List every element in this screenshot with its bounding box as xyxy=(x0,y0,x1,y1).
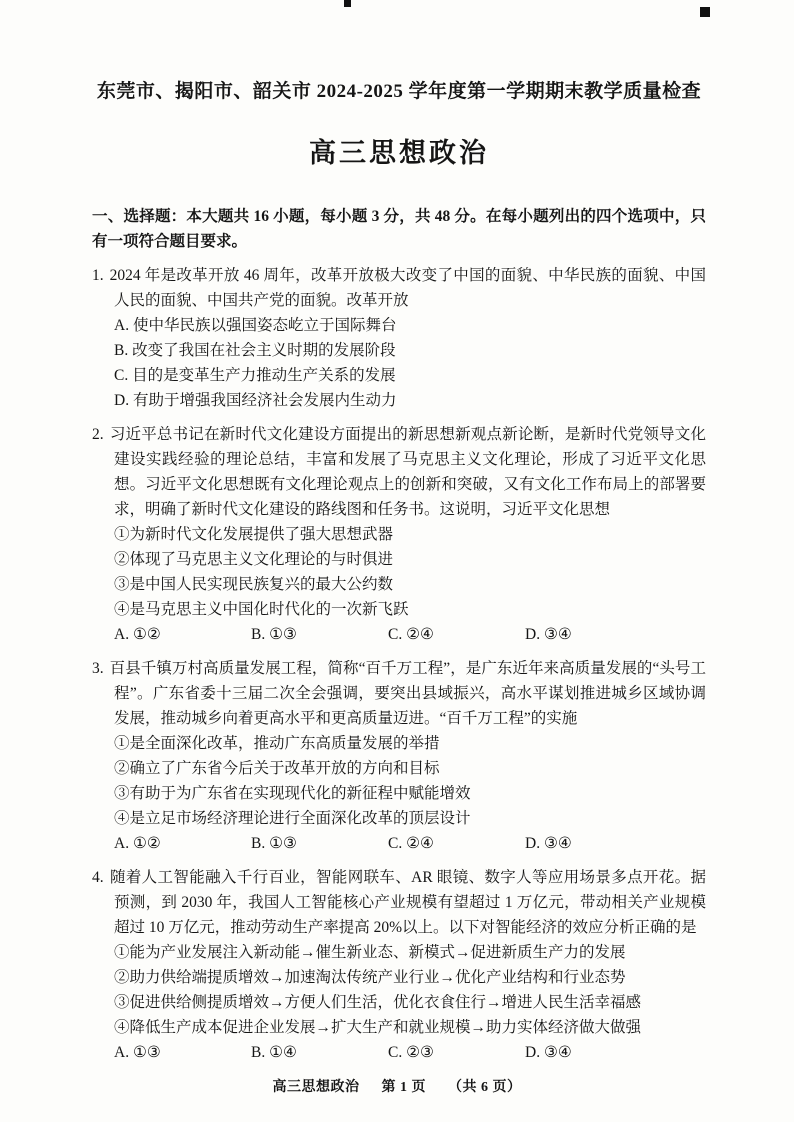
scan-artifact xyxy=(344,0,351,7)
choice-b: B. ①④ xyxy=(251,1044,297,1061)
question-number: 4. xyxy=(92,869,104,886)
statement-2: ②助力供给端提质增效→加速淘汰传统产业行业→优化产业结构和行业态势 xyxy=(114,969,626,986)
statement-4: ④是马克思主义中国化时代化的一次新飞跃 xyxy=(114,601,409,618)
choice-c: C. ②④ xyxy=(388,835,434,852)
exam-subject-title: 高三思想政治 xyxy=(309,138,489,168)
question-3 xyxy=(92,656,706,856)
footer-page-number: 第 1 页 xyxy=(381,1080,426,1095)
question-4 xyxy=(92,865,706,1065)
answer-choice-row xyxy=(92,622,706,647)
question-stem-text: 随着人工智能融入千行百业，智能网联车、AR 眼镜、数字人等应用场景多点开花。据预测，到 2030 年，我国人工智能核心产业规模有望超过 1 万亿元，带动相关产业规模超过 10 万亿元，推动劳动生产率提高 20%以上。以下对智能经济的效应分析正确的是 xyxy=(109,869,706,936)
statement-3: ③促进供给侧提质增效→方便人们生活，优化衣食住行→增进人民生活幸福感 xyxy=(114,994,642,1011)
choice-a: A. ①② xyxy=(114,835,161,852)
statement-2: ②体现了马克思主义文化理论的与时俱进 xyxy=(114,551,394,568)
option-c: C. 目的是变革生产力推动生产关系的发展 xyxy=(114,367,396,384)
choice-b: B. ①③ xyxy=(251,626,297,643)
statement-1: ①是全面深化改革，推动广东高质量发展的举措 xyxy=(114,735,440,752)
question-number: 2. xyxy=(92,426,104,443)
answer-choice-row xyxy=(92,831,706,856)
footer-subject: 高三思想政治 xyxy=(272,1080,360,1095)
statement-3: ③有助于为广东省在实现现代化的新征程中赋能增效 xyxy=(114,785,471,802)
statement-2: ②确立了广东省今后关于改革开放的方向和目标 xyxy=(114,760,440,777)
section-intro xyxy=(92,204,706,254)
question-stem-text: 百县千镇万村高质量发展工程，简称“百千万工程”，是广东近年来高质量发展的“头号工程”。广东省委十三届二次全会强调，要突出县域振兴，高水平谋划推进城乡区域协调发展，推动城乡向着更高水平和更高质量迈进。“百千万工程”的实施 xyxy=(109,660,706,727)
choice-d: D. ③④ xyxy=(525,626,572,643)
choice-c: C. ②④ xyxy=(388,626,434,643)
choice-a: A. ①③ xyxy=(114,1044,161,1061)
question-stem xyxy=(92,865,706,940)
question-number: 1. xyxy=(92,267,104,284)
question-number: 3. xyxy=(92,660,104,677)
choice-c: C. ②③ xyxy=(388,1044,434,1061)
statement-4: ④是立足市场经济理论进行全面深化改革的顶层设计 xyxy=(114,810,471,827)
choice-d: D. ③④ xyxy=(525,835,572,852)
option-b: B. 改变了我国在社会主义时期的发展阶段 xyxy=(114,342,396,359)
option-a: A. 使中华民族以强国姿态屹立于国际舞台 xyxy=(114,317,397,334)
question-stem-text: 习近平总书记在新时代文化建设方面提出的新思想新观点新论断，是新时代党领导文化建设实践经验的理论总结，丰富和发展了马克思主义文化理论，形成了习近平文化思想。习近平文化思想既有文化理论观点上的创新和突破，又有文化工作布局上的部署要求，明确了新时代文化建设的路线图和任务书。这说明，习近平文化思想 xyxy=(109,426,706,518)
statement-1: ①能为产业发展注入新动能→催生新业态、新模式→促进新质生产力的发展 xyxy=(114,944,626,961)
question-stem xyxy=(92,263,706,313)
section-intro-text: 本大题共 16 小题，每小题 3 分，共 48 分。在每小题列出的四个选项中，只有一项符合题目要求。 xyxy=(92,208,706,250)
statement-1: ①为新时代文化发展提供了强大思想武器 xyxy=(114,526,394,543)
choice-d: D. ③④ xyxy=(525,1044,572,1061)
exam-title: 东莞市、揭阳市、韶关市 2024-2025 学年度第一学期期末教学质量检查 xyxy=(96,81,702,102)
option-d: D. 有助于增强我国经济社会发展内生动力 xyxy=(114,392,397,409)
statement-4: ④降低生产成本促进企业发展→扩大生产和就业规模→助力实体经济做大做强 xyxy=(114,1019,642,1036)
question-2 xyxy=(92,422,706,647)
choice-b: B. ①③ xyxy=(251,835,297,852)
choice-a: A. ①② xyxy=(114,626,161,643)
question-stem-text: 2024 年是改革开放 46 周年，改革开放极大改变了中国的面貌、中华民族的面貌、中国人民的面貌、中国共产党的面貌。改革开放 xyxy=(109,267,706,309)
scan-artifact xyxy=(700,7,710,17)
footer-total-pages: （共 6 页） xyxy=(448,1080,522,1095)
statement-3: ③是中国人民实现民族复兴的最大公约数 xyxy=(114,576,394,593)
question-1 xyxy=(92,263,706,413)
section-intro-label: 一、选择题： xyxy=(92,208,187,225)
page-footer xyxy=(0,1076,794,1096)
answer-choice-row xyxy=(92,1040,706,1065)
question-stem xyxy=(92,422,706,522)
question-stem xyxy=(92,656,706,731)
